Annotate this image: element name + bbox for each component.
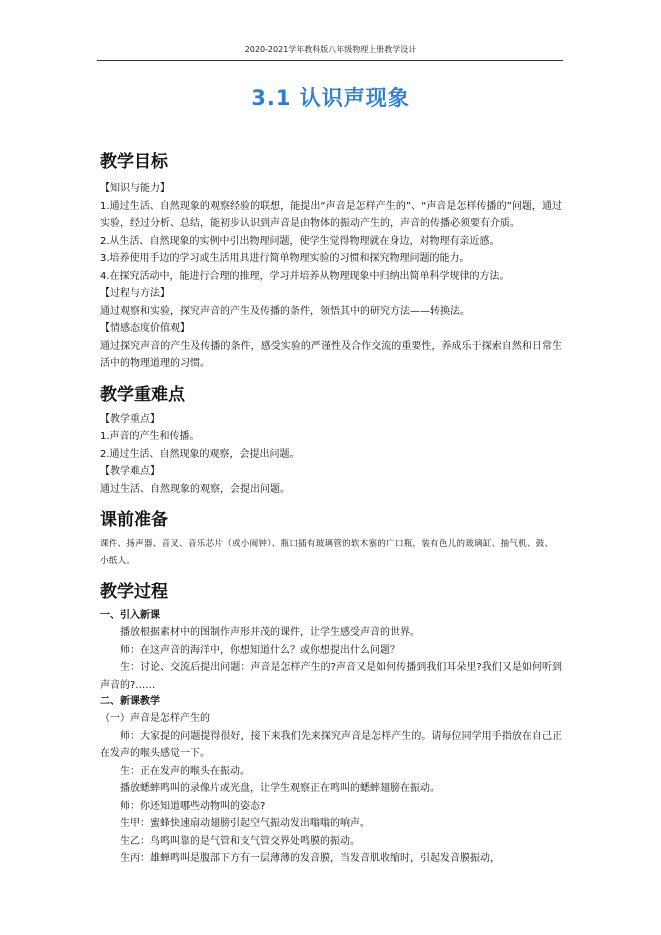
emotion-text: 通过探究声音的产生及传播的条件，感受实验的严谨性及合作交流的重要性，养成乐于探索自然和日常生活中的物理道理的习惯。 (100, 340, 562, 369)
goal-item-1: 1.通过生活、自然现象的观察经验的联想，能提出“声音是怎样产生的”、“声音是怎样传播的”问题，通过实验，经过分析、总结，能初步认识到声音是由物体的振动产生的，声音的传播必须要有介质。 (100, 200, 562, 229)
label-difficulty: 【教学难点】 (100, 466, 160, 477)
focus-item-1: 1.声音的产生和传播。 (100, 431, 200, 442)
label-method: 【过程与方法】 (100, 288, 170, 299)
label-knowledge: 【知识与能力】 (100, 183, 170, 194)
subsection-intro-title: 一、引入新课 (100, 610, 160, 621)
header-rule (97, 60, 563, 61)
document-body (100, 150, 562, 868)
lesson-line-2: 生：正在发声的喉头在振动。 (120, 765, 250, 777)
section-heading-prep: 课前准备 (100, 510, 168, 530)
lesson-line-3: 播放蟋蟀鸣叫的录像片或光盘，让学生观察正在鸣叫的蟋蟀翅膀在振动。 (120, 783, 440, 794)
lesson-line-5: 生甲：蜜蜂快速扇动翅膀引起空气振动发出嗡嗡的响声。 (120, 818, 370, 829)
lesson-line-4: 师：你还知道哪些动物叫的姿态? (120, 800, 266, 812)
goal-item-4: 4.在探究活动中，能进行合理的推理，学习并培养从物理现象中归纳出简单科学规律的方法。 (100, 270, 510, 282)
label-emotion: 【情感态度价值观】 (100, 323, 190, 334)
lesson-line-6: 生乙：鸟鸣叫靠的是气管和支气管交界处鸣膜的振动。 (120, 835, 360, 847)
focus-item-2: 2.通过生活、自然现象的观察，会提出问题。 (100, 448, 300, 460)
page-header: 2020-2021学年教科版八年级物理上册教学设计 (244, 45, 417, 54)
subsection-new-title: 二、新课教学 (100, 696, 160, 707)
method-text: 通过观察和实验，探究声音的产生及传播的条件，领悟其中的研究方法——转换法。 (100, 305, 470, 317)
lesson-line-1: 师：大家提的问题提得很好，接下来我们先来探究声音是怎样产生的。请每位同学用手指放在自己正在发声的喉头感觉一下。 (100, 730, 562, 759)
document-title: 3.1 认识声现象 (251, 86, 410, 110)
lesson-line-7: 生丙：雄蝉鸣叫是腹部下方有一层薄薄的发音膜，当发音肌收缩时，引起发音膜振动， (120, 853, 500, 864)
goal-item-3: 3.培养使用手边的学习或生活用具进行简单物理实验的习惯和探究物理问题的能力。 (100, 253, 470, 264)
section-heading-keypoints: 教学重难点 (100, 384, 185, 405)
intro-line-1: 播放根据素材中的图制作声形并茂的课件，让学生感受声音的世界。 (120, 627, 420, 638)
intro-line-2: 师：在这声音的海洋中，你想知道什么？或你想提出什么问题？ (120, 644, 400, 656)
prep-text: 课件、扬声器、音叉、音乐芯片（或小闹钟）、瓶口插有玻璃管的软木塞的广口瓶，装有色儿的玻璃缸、抽气机、鼓、小纸人。 (100, 539, 554, 566)
label-focus: 【教学重点】 (100, 413, 160, 425)
section-heading-goals: 教学目标 (100, 152, 168, 172)
goal-item-2: 2.从生活、自然现象的实例中引出物理问题，使学生觉得物理就在身边，对物理有亲近感。 (100, 235, 500, 247)
intro-line-3: 生：讨论、交流后提出问题：声音是怎样产生的?声音又是如何传播到我们耳朵里?我们又是如何听到声音的?…… (100, 662, 562, 691)
subsection-sound-origin: （一）声音是怎样产生的 (100, 713, 210, 724)
section-heading-process: 教学过程 (100, 582, 168, 602)
difficulty-text: 通过生活、自然现象的观察，会提出问题。 (100, 483, 290, 495)
